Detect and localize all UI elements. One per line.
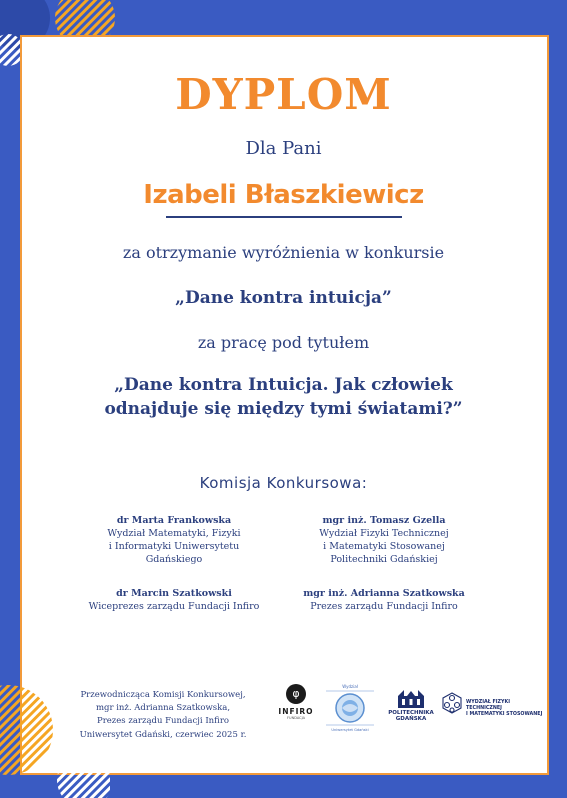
chair-line: mgr inż. Adrianna Szatkowska, <box>95 703 231 713</box>
member-affiliation-line: i Informatyki Uniwersytetu <box>108 541 240 552</box>
wftims-hex-icon <box>440 692 464 718</box>
award-line: za otrzymanie wyróżnienia w konkursie <box>122 243 445 262</box>
committee-member <box>274 587 494 613</box>
infiro-sub: FUNDACJA <box>287 716 305 720</box>
recipient-name: Izabeli Błaszkiewicz <box>143 180 424 210</box>
committee-member <box>74 514 274 566</box>
member-affiliation-line: Wiceprezes zarządu Fundacji Infiro <box>88 601 260 612</box>
pg-logo <box>388 690 434 722</box>
work-line: za pracę pod tytułem <box>197 333 370 352</box>
wftims-name-line: WYDZIAŁ FIZYKI TECHNICZNEJ <box>466 700 510 711</box>
member-affiliation-line: Gdańskiego <box>145 554 203 565</box>
member-name: mgr inż. Adrianna Szatkowska <box>303 588 465 599</box>
chair-line: Prezes zarządu Fundacji Infiro <box>96 716 229 726</box>
chair-line: Przewodnicząca Komisji Konkursowej, <box>80 690 246 700</box>
work-title-line-1: „Dane kontra Intuicja. Jak człowiek <box>114 375 453 395</box>
pg-name-line: POLITECHNIKA <box>388 710 434 716</box>
pg-emblem-icon <box>396 690 426 708</box>
member-affiliation-line: i Matematyki Stosowanej <box>323 541 445 552</box>
ug-bottom-text: Uniwersytet Gdański <box>331 728 369 732</box>
infiro-mark-icon: φ <box>286 684 306 704</box>
ug-faculty-logo <box>324 683 376 737</box>
member-name: dr Marta Frankowska <box>116 515 232 526</box>
committee-member <box>284 514 484 566</box>
work-title <box>0 373 567 421</box>
wftims-name <box>466 700 546 718</box>
member-name: mgr inż. Tomasz Gzella <box>322 515 446 526</box>
wftims-name-line: I MATEMATYKI STOSOWANEJ <box>466 712 543 717</box>
diploma-title: DYPLOM <box>175 70 392 119</box>
chair-signature-block <box>64 689 262 728</box>
member-name: dr Marcin Szatkowski <box>116 588 232 599</box>
work-title-line-2: odnajduje się między tymi światami?” <box>104 399 463 419</box>
pg-name-line: GDAŃSKA <box>395 716 427 722</box>
ug-emblem-icon <box>324 683 376 733</box>
infiro-name: INFIRO <box>278 707 314 716</box>
name-underline <box>166 216 402 218</box>
committee-heading: Komisja Konkursowa: <box>199 474 368 492</box>
infiro-logo <box>276 684 316 720</box>
contest-name: „Dane kontra intuicja” <box>175 288 392 308</box>
member-affiliation-line: Prezes zarządu Fundacji Infiro <box>310 601 458 612</box>
member-affiliation-line: Politechniki Gdańskiej <box>330 554 438 565</box>
committee-member <box>54 587 294 613</box>
member-affiliation-line: Wydział Matematyki, Fizyki <box>107 528 241 539</box>
ug-top-text: Wydział <box>342 684 358 689</box>
place-date: Uniwersytet Gdański, czerwiec 2025 r. <box>79 730 247 740</box>
salutation: Dla Pani <box>245 138 322 159</box>
member-affiliation-line: Wydział Fizyki Technicznej <box>319 528 449 539</box>
